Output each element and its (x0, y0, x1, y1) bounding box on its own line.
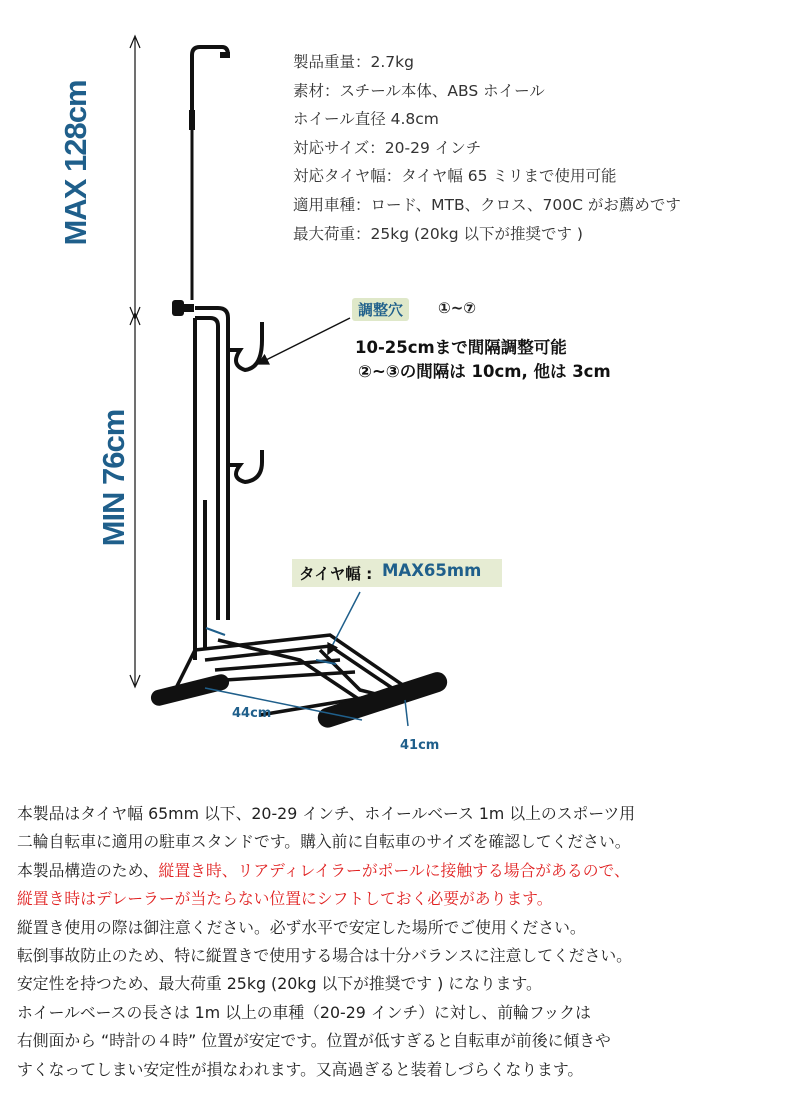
description-line: 縦置き使用の際は御注意ください。必ず水平で安定した場所でご使用ください。 (17, 917, 586, 937)
tire-pointer-arrow (330, 592, 360, 650)
description-line: 転倒事故防止のため、特に縦置きで使用する場合は十分バランスに注意してください。 (17, 946, 632, 966)
description-line: ホイールベースの長さは 1m 以上の車種（20-29 インチ）に対し、前輪フックは (17, 1002, 591, 1022)
spec-tire-width: 対応タイヤ幅：タイヤ幅 65 ミリまで使用可能 (293, 167, 617, 186)
upper-wheel-hook (228, 322, 262, 370)
description-line: 二輪自転車に適用の駐車スタンドです。購入前に自転車のサイズを確認してください。 (17, 832, 631, 852)
spec-material: 素材：スチール本体、ABS ホイール (293, 81, 545, 100)
width-41-label: 41cm (400, 738, 440, 753)
warning-text: 縦置き時、リアディレイラーがポールに接触する場合があるので、 (158, 860, 630, 880)
spec-max-load: 最大荷重：25kg (20kg 以下が推奨です ) (293, 224, 583, 243)
product-description (17, 800, 797, 1084)
description-line: 本製品はタイヤ幅 65mm 以下、20-29 インチ、ホイールベース 1m 以上のスポーツ用 (17, 804, 636, 823)
spec-wheel-diameter: ホイール直径 4.8cm (293, 110, 439, 129)
adjust-spacing-text: ②~③の間隔は 10cm, 他は 3cm (358, 362, 611, 381)
height-dimension-arrow (130, 36, 140, 687)
right-foot (315, 669, 450, 730)
tire-width-label: タイヤ幅 : (299, 565, 373, 583)
spec-weight: 製品重量：2.7kg (293, 53, 414, 71)
spec-list (293, 48, 681, 248)
description-text: 本製品構造のため、 (17, 860, 159, 880)
max-height-label: MAX 128cm (58, 80, 93, 246)
spec-bike-types: 適用車種：ロード、MTB、クロス、700C がお薦めです (293, 195, 681, 214)
main-frame (195, 308, 228, 660)
adjust-hole-badge: 調整穴 (352, 298, 409, 321)
adjust-range-text: 10-25cmまで間隔調整可能 (355, 338, 567, 357)
top-hook (192, 47, 230, 130)
description-line: 安定性を持つため、最大荷重 25kg (20kg 以下が推奨です ) になります。 (17, 974, 542, 994)
warning-text: 縦置き時はデレーラーが当たらない位置にシフトしておく必要があります。 (17, 889, 553, 909)
adjust-hole-range: ①~⑦ (438, 299, 476, 317)
description-line (17, 857, 797, 885)
min-height-label: MIN 76cm (96, 409, 131, 547)
spec-size: 対応サイズ：20-29 インチ (293, 138, 482, 157)
adjustment-knob (172, 300, 194, 316)
width-44-label: 44cm (232, 706, 272, 721)
adjust-pointer-arrow (262, 318, 350, 362)
lower-wheel-hook (228, 450, 262, 482)
tire-width-value: MAX65mm (382, 561, 482, 580)
description-line: すくなってしまい安定性が損なわれます。又高過ぎると装着しづらくなります。 (17, 1059, 584, 1079)
description-line: 右側面から “時計の４時” 位置が安定です。位置が低すぎると自転車が前後に傾きや (17, 1031, 611, 1051)
